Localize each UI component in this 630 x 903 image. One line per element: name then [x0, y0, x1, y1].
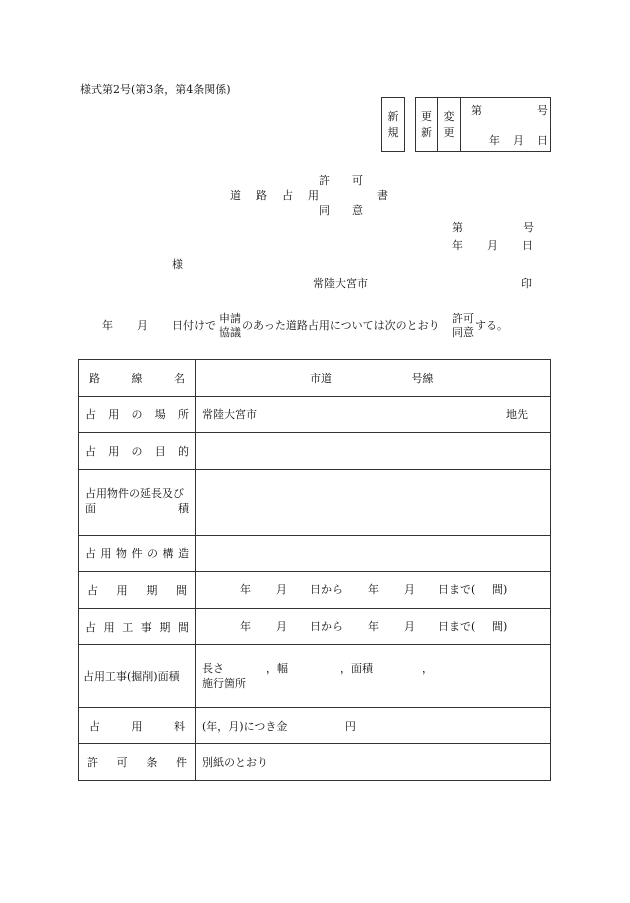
- table-row: [79, 535, 551, 572]
- doc-number-suffix: 号: [523, 221, 534, 234]
- value-place[interactable]: [196, 396, 551, 433]
- title-suffix: 書: [377, 189, 388, 202]
- title-char: 道: [230, 189, 241, 202]
- statement-option-apply: [219, 312, 241, 340]
- label-period: 占 用 期 間: [79, 572, 196, 609]
- number-date-box: [460, 97, 551, 152]
- form-id: 様式第2号(第3条，第4条関係): [80, 83, 231, 96]
- doc-date-day: 日: [522, 239, 533, 252]
- route-prefix: 市道: [310, 371, 332, 385]
- label-excavation-area: 占用工事(掘削)面積: [79, 645, 196, 707]
- change-box: [437, 97, 461, 152]
- doc-number-prefix: 第: [452, 221, 463, 234]
- new-box: [381, 97, 405, 152]
- value-period[interactable]: 年 月 日から 年 月 日まで( 間): [196, 572, 551, 609]
- statement-end: する。: [475, 319, 508, 332]
- statement-year: 年: [102, 319, 113, 332]
- table-row: [79, 608, 551, 645]
- label-length-area: 占用物件の延長及び 面 積: [79, 469, 196, 535]
- statement-month: 月: [137, 319, 148, 332]
- page-title: [230, 190, 319, 201]
- option-consult: 協議: [219, 325, 241, 339]
- statement-day: 日付けで: [172, 319, 216, 332]
- table-row: [79, 469, 551, 535]
- stamp-date-year: 年: [489, 134, 500, 147]
- value-work-period[interactable]: 年 月 日から 年 月 日まで( 間): [196, 608, 551, 645]
- change-char-2: 更: [443, 126, 455, 139]
- statement-middle: のあった道路占用については次のとおり: [242, 319, 440, 332]
- title-char: 用: [308, 189, 319, 202]
- label-structure: 占 用 物 件 の 構 造: [79, 535, 196, 572]
- table-row: [79, 572, 551, 609]
- addressee-suffix: 様: [172, 258, 183, 271]
- table-row: [79, 707, 551, 744]
- fee-text: (年，月)につき金: [202, 719, 288, 733]
- renew-box: [415, 97, 438, 152]
- value-length-area[interactable]: [196, 469, 551, 535]
- value-excavation-area[interactable]: 長さ ，幅 ，面積 ， 施行箇所: [196, 645, 551, 707]
- doc-date-year: 年: [452, 239, 463, 252]
- value-purpose[interactable]: [196, 433, 551, 470]
- title-char: 占: [282, 189, 293, 202]
- label-route-name: 路 線 名: [79, 360, 196, 397]
- label-fee: 占 用 料: [79, 707, 196, 744]
- stamp-number-suffix: 号: [537, 104, 548, 117]
- table-row: [79, 360, 551, 397]
- option-permit: 許可: [452, 312, 474, 325]
- label-purpose: 占 用 の 目 的: [79, 433, 196, 470]
- title-option-consent: 同 意: [319, 204, 363, 217]
- route-suffix: 号線: [411, 371, 434, 385]
- title-option-permit: 許 可: [319, 174, 363, 187]
- value-conditions[interactable]: 別紙のとおり: [196, 744, 551, 781]
- seal-mark: 印: [521, 277, 532, 290]
- change-char-1: 変: [443, 110, 455, 123]
- label-conditions: 許 可 条 件: [79, 744, 196, 781]
- value-structure[interactable]: [196, 535, 551, 572]
- renew-char-2: 新: [421, 126, 432, 139]
- label-place: 占 用 の 場 所: [79, 396, 196, 433]
- value-route-name[interactable]: [196, 360, 551, 397]
- issuer-name: 常陸大宮市: [313, 277, 368, 290]
- option-apply: 申請: [219, 312, 241, 325]
- stamp-date-month: 月: [513, 134, 524, 147]
- new-char-2: 規: [387, 126, 399, 139]
- table-row: [79, 396, 551, 433]
- new-char-1: 新: [387, 110, 399, 123]
- option-consent: 同意: [452, 325, 474, 339]
- stamp-number-prefix: 第: [471, 104, 482, 117]
- table-row: [79, 744, 551, 781]
- doc-date-month: 月: [487, 239, 498, 252]
- title-char: 路: [256, 189, 267, 202]
- place-city: 常陸大宮市: [202, 408, 257, 422]
- value-fee[interactable]: [196, 707, 551, 744]
- stamp-date-day: 日: [537, 134, 548, 147]
- renew-char-1: 更: [421, 110, 432, 123]
- permit-table: [78, 359, 551, 781]
- label-work-period: 占 用 工 事 期 間: [79, 608, 196, 645]
- place-suffix: 地先: [506, 408, 528, 422]
- table-row: [79, 645, 551, 707]
- statement-option-permit: [452, 312, 474, 340]
- table-row: [79, 433, 551, 470]
- fee-unit: 円: [344, 719, 356, 733]
